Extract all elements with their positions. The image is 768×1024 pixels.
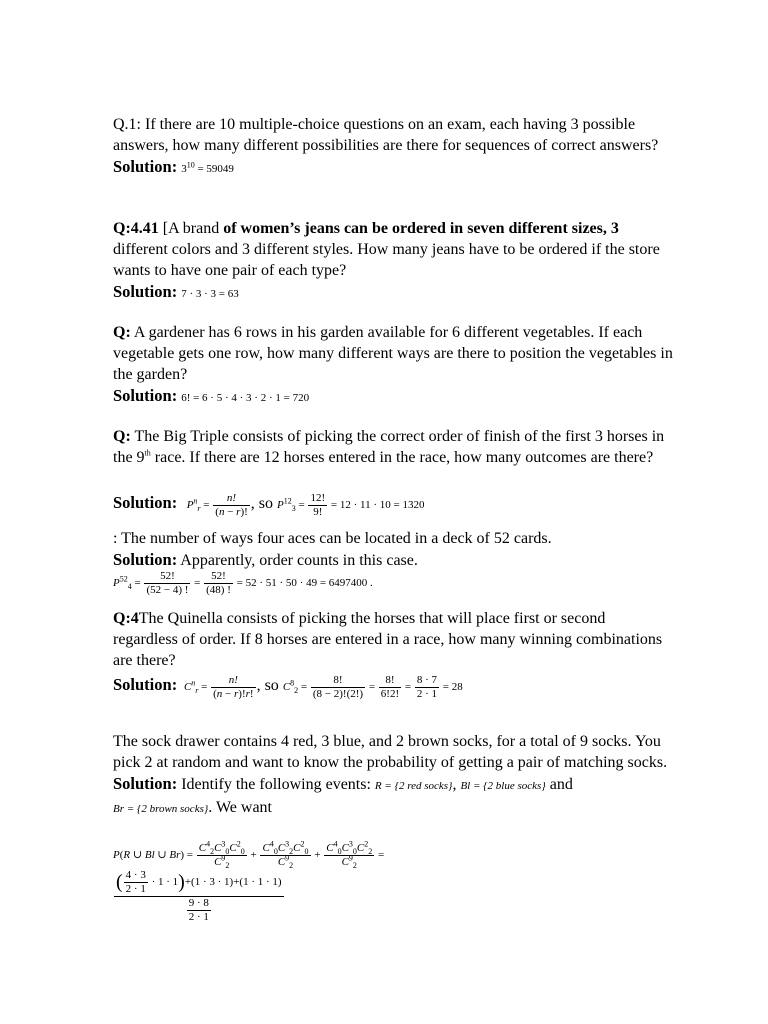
solution-text: Identify the following events: (177, 776, 371, 793)
solution-label: Solution: (113, 282, 178, 301)
question-text-b: race. If there are 12 horses entered in the race, how many outcomes are there? (150, 449, 654, 466)
solution-text: Apparently, order counts in this case. (177, 552, 418, 569)
question-text-bracket: [A brand (158, 220, 224, 237)
question-4-41 (113, 218, 673, 305)
question-label: Q:4.41 (113, 220, 159, 237)
question-text: The sock drawer contains 4 red, 3 blue, and 2 brown socks, for a total of 9 socks. You pick 2 at random and want to know the probability of getting a pair of matching socks. (113, 733, 668, 771)
ordinal-suffix: th (144, 448, 151, 458)
solution-label: Solution: (113, 157, 178, 176)
combination-value: $C^8_2$ = $\frac{8!}{(8 - 2)!(2!)}$ = $\frac{8!}{6!2!}$ = $\frac{8 \cdot 7}{2 \cdot 1}$ = 28 (282, 674, 463, 700)
event-brown: Br = {2 brown socks} (113, 803, 209, 815)
event-blue: Bl = {2 blue socks} (460, 780, 546, 792)
question-label: Q: (113, 428, 131, 445)
permutation-formula: $P^n_r$ = $\frac{n!}{(n - r)!}$ (186, 492, 248, 518)
event-red: R = {2 red socks} (374, 780, 453, 792)
question-1-text: Q.1: If there are 10 multiple-choice questions on an exam, each having 3 possible answers, how many different possibilities are there for sequences of correct answers? (113, 116, 659, 154)
combination-formula: $C^n_r$ = $\frac{n!}{(n - r)!r!}$ (183, 674, 254, 700)
we-want-text: . We want (208, 799, 272, 816)
question-label: Q:4 (113, 610, 139, 627)
question-gardener (113, 322, 673, 409)
question-text: The Quinella consists of picking the horses that will place first or second regardless of order. If 8 horses are entered in a race, how many winning combinations are there? (113, 610, 663, 669)
solution-math: 7 · 3 · 3 = 63 (181, 288, 239, 300)
permutation-value: $P^{12}_3$ = $\frac{12!}{9!}$ = 12 · 11 · 10 = 1320 (277, 492, 425, 518)
solution-label: Solution: (113, 493, 178, 513)
solution-big-triple: Solution: $P^n_r$ = $\frac{n!}{(n - r)!}$ , so $P^{12}_3$ = $\frac{12!}{9!}$ = 12 · 11 · 10 = 1320 (113, 492, 425, 518)
question-label: Q: (113, 324, 131, 341)
aces-formula: $P^{52}_4$ = $\frac{52!}{(52 - 4) !}$ = $\frac{52!}{(48) !}$ = 52 · 51 · 50 · 49 = 6497400 . (113, 570, 373, 596)
solution-label: Solution: (113, 550, 178, 569)
question-text-a: The Big Triple consists of picking the correct order of finish of the first 3 horses in the 9 (113, 428, 665, 466)
question-1 (113, 114, 673, 180)
question-text: : The number of ways four aces can be located in a deck of 52 cards. (113, 530, 552, 547)
solution-label: Solution: (113, 675, 178, 695)
solution-quinella: Solution: $C^n_r$ = $\frac{n!}{(n - r)!r!}$ , so $C^8_2$ = $\frac{8!}{(8 - 2)!(2!)}$ = $\frac{8!}{6!2!}$ = $\frac{8 \cdot 7}{2 \cdot 1}$ = 28 (113, 674, 463, 700)
question-aces (113, 528, 673, 571)
question-sock-drawer: The sock drawer contains 4 red, 3 blue, and 2 brown socks, for a total of 9 socks. You pick 2 at random and want to know the probability of getting a pair of matching socks. Solution: Identify the following events: R = {2 red socks}, Bl = {2 blue socks} and Br = {2 brown socks}. We want (113, 733, 668, 816)
question-big-triple (113, 426, 673, 468)
question-text: different colors and 3 different styles. How many jeans have to be ordered if the store wants to have one pair of each type? (113, 241, 660, 279)
question-text-bold: of women’s jeans can be ordered in seven different sizes, 3 (223, 220, 619, 237)
solution-label: Solution: (113, 774, 178, 793)
sock-probability-formula: P(R ∪ Bl ∪ Br) = $\frac{C^4_2C^3_0C^2_0}{C^9_2}$ + $\frac{C^4_0C^3_2C^2_0}{C^9_2}$ + $\frac{C^4_0C^3_0C^2_2}{C^9_2}$ = ( $\frac{4 \cdot 3}{2 \cdot 1}$ · 1 · 1)+(1 · 3 · 1)+(1 · 1 · 1) $\frac{9 \cdot 8}{2 \cdot 1}$ (113, 839, 385, 923)
question-quinella (113, 608, 673, 671)
solution-label: Solution: (113, 386, 178, 405)
solution-math: 6! = 6 · 5 · 4 · 3 · 2 · 1 = 720 (181, 392, 310, 404)
question-text: A gardener has 6 rows in his garden available for 6 different vegetables. If each vegetable gets one row, how many different ways are there to position the vegetables in the garden? (113, 324, 673, 383)
solution-math: $3^{10} = 59049$ (181, 160, 234, 175)
